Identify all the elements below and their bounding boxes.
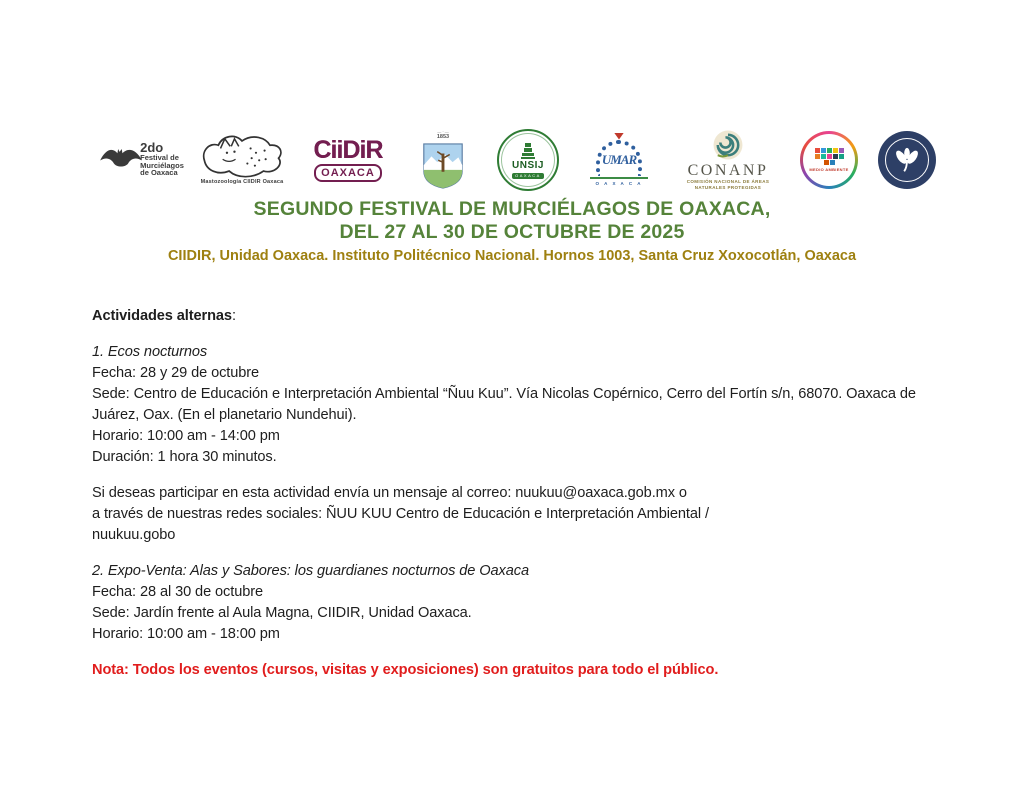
medio-ambiente-glyphs-icon	[813, 148, 845, 165]
umar-wordmark: UMAR	[601, 151, 637, 167]
activity2-horario: Horario: 10:00 am - 18:00 pm	[92, 626, 280, 642]
bat-festival-line1: 2do	[140, 140, 164, 156]
umar-base-line	[590, 177, 648, 179]
logo-conanp	[668, 128, 788, 190]
ciidir-wordmark: CiiDiR	[313, 136, 383, 164]
bat-festival-line2: Festival de	[140, 153, 179, 163]
activities-heading-colon: :	[231, 308, 236, 324]
medio-ambiente-inner	[803, 134, 855, 186]
body-text	[92, 306, 935, 681]
logo-mastozoologia	[193, 124, 291, 192]
mastozoologia-caption: Mastozoología CIIDIR Oaxaca	[200, 179, 284, 185]
logo-bat-festival	[93, 130, 189, 188]
bat-festival-wordmark	[140, 141, 184, 177]
medio-ambiente-caption: MEDIO AMBIENTE	[809, 167, 849, 172]
bat-icon	[98, 139, 144, 179]
contact-line1: Si deseas participar en esta actividad envía un mensaje al correo: nuukuu@oaxaca.gob.mx o	[92, 485, 687, 501]
activities-heading	[92, 306, 935, 327]
event-subtitle-location: CIIDIR, Unidad Oaxaca. Instituto Politécnico Nacional. Hornos 1003, Santa Cruz Xoxocotlán, Oaxaca	[167, 248, 857, 264]
association-seal-ring	[885, 138, 929, 182]
umar-place-label: O A X A C A	[595, 180, 643, 186]
conanp-snail-icon	[711, 128, 745, 162]
contact-line3: nuukuu.gobo	[92, 527, 176, 543]
logo-association-seal	[872, 127, 942, 193]
logo-ciidir-oaxaca	[300, 132, 396, 188]
activity1-title: 1. Ecos nocturnos	[92, 344, 208, 360]
logo-umar	[577, 124, 661, 194]
ciidir-place-label: OAXACA	[314, 164, 382, 182]
seal-flower-icon	[892, 145, 922, 175]
umar-emblem-icon	[614, 133, 624, 140]
unsij-seal	[497, 129, 559, 191]
crest-year: 1853	[436, 133, 450, 140]
crest-top-text: — · —	[437, 128, 449, 134]
umar-arch-icon	[596, 140, 642, 176]
activity1-horario: Horario: 10:00 am - 14:00 pm	[92, 428, 280, 444]
activity1-duracion: Duración: 1 hora 30 minutos.	[92, 449, 277, 465]
title-block	[0, 198, 1024, 267]
unsij-place-label: OAXACA	[512, 173, 544, 179]
bat-festival-line4: de Oaxaca	[140, 168, 178, 178]
activity2-sede: Sede: Jardín frente al Aula Magna, CIIDIR, Unidad Oaxaca.	[92, 605, 472, 621]
activity2-fecha: Fecha: 28 al 30 de octubre	[92, 584, 264, 600]
logo-unsij	[493, 126, 563, 194]
event-title-line1: SEGUNDO FESTIVAL DE MURCIÉLAGOS DE OAXACA,	[253, 198, 771, 220]
contact-line2: a través de nuestras redes sociales: ÑUU KUU Centro de Educación e Interpretación Ambiental /	[92, 506, 709, 522]
activity2-title: 2. Expo-Venta: Alas y Sabores: los guardianes nocturnos de Oaxaca	[92, 563, 529, 579]
conanp-wordmark: CONANP	[687, 162, 769, 179]
unsij-tower-icon	[520, 142, 536, 160]
event-title-line2: DEL 27 AL 30 DE OCTUBRE DE 2025	[339, 221, 685, 243]
unsij-wordmark: UNSIJ	[512, 159, 544, 171]
bat-festival-line3: Murciélagos	[140, 160, 184, 170]
association-seal-outer	[878, 131, 936, 189]
activity1-fecha: Fecha: 28 y 29 de octubre	[92, 365, 260, 381]
logo-medio-ambiente	[790, 126, 868, 194]
conanp-caption-line1: COMISIÓN NACIONAL DE ÁREAS	[686, 179, 770, 184]
free-events-note: Nota: Todos los eventos (cursos, visitas y exposiciones) son gratuitos para todo el público.	[92, 662, 719, 678]
conanp-caption-line2: NATURALES PROTEGIDAS	[694, 184, 762, 190]
crest-shield-icon	[421, 142, 465, 190]
activities-heading-label: Actividades alternas	[92, 308, 232, 324]
mastozoologia-map-icon	[199, 131, 285, 181]
logo-municipal-crest	[408, 124, 478, 194]
medio-ambiente-ring-icon	[800, 131, 858, 189]
activity1-sede: Sede: Centro de Educación e Interpretación Ambiental “Ñuu Kuu”. Vía Nicolas Copérnico, Cerro del Fortín s/n, 68070. Oaxaca de Juárez, Oax. (En el planetario Nundehui).	[92, 386, 916, 423]
